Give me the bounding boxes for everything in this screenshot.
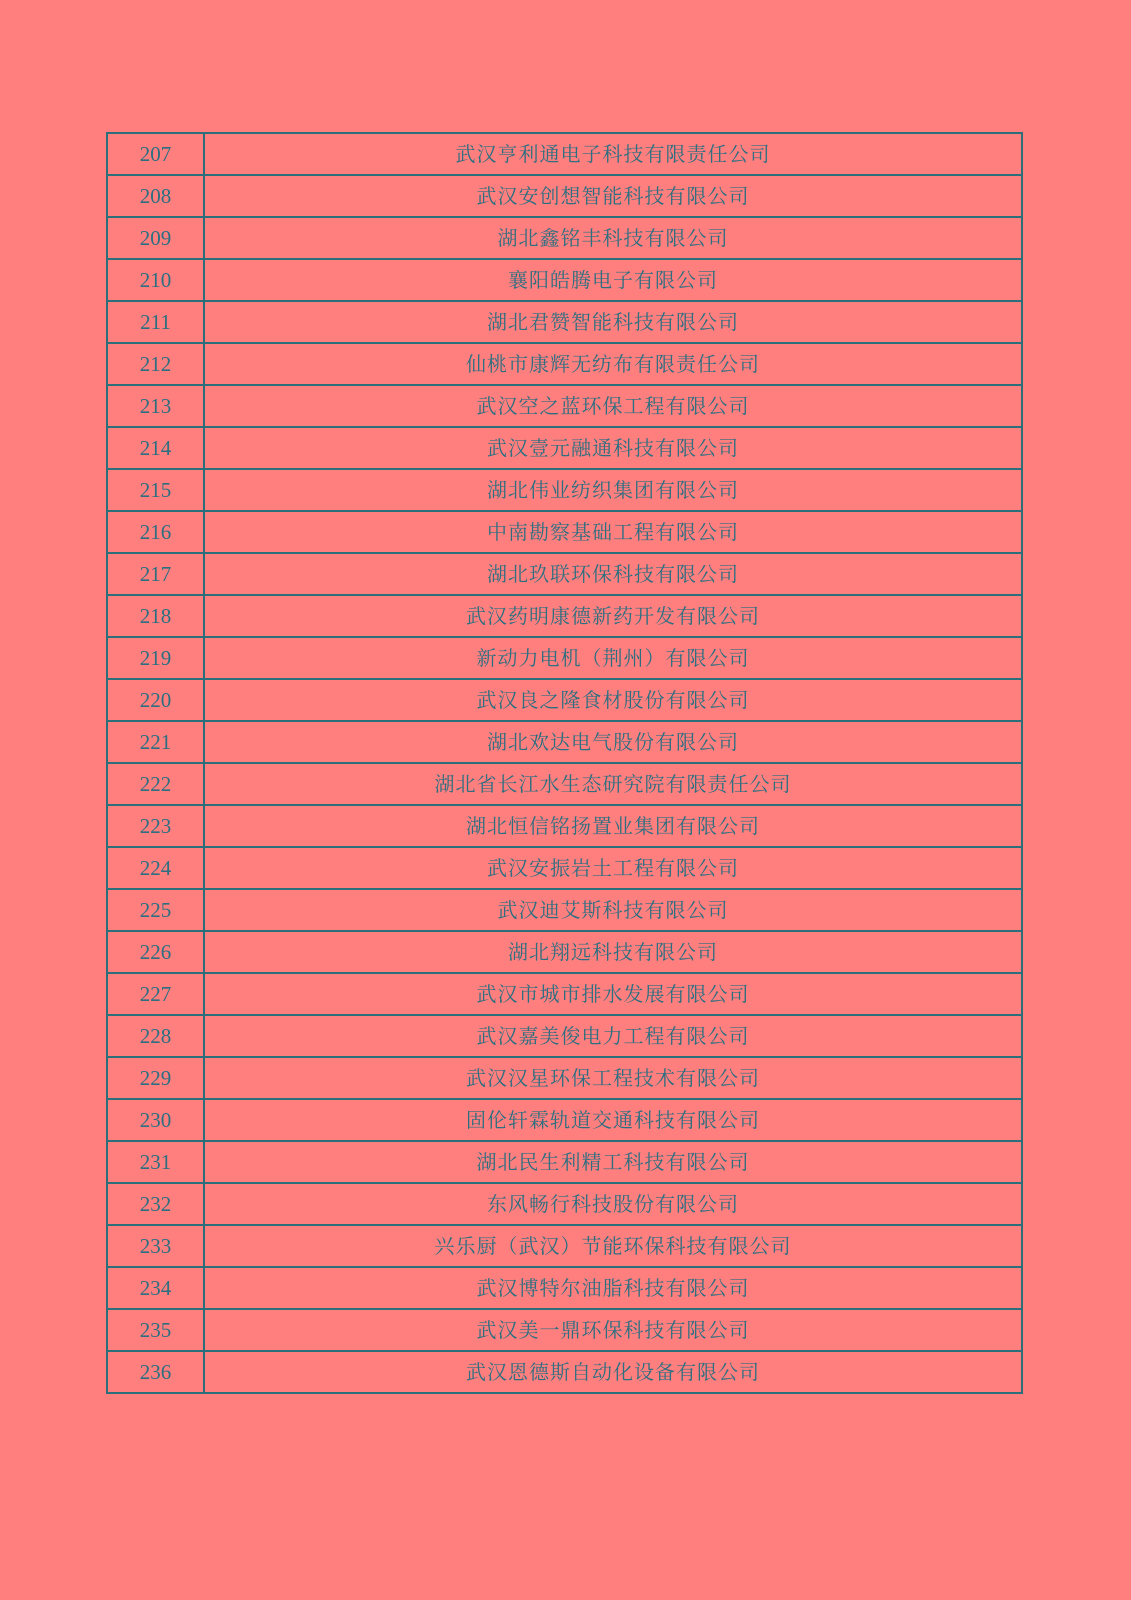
row-number: 225 — [107, 889, 204, 931]
company-name: 新动力电机（荆州）有限公司 — [204, 637, 1022, 679]
table-row — [107, 931, 1022, 973]
company-name: 武汉嘉美俊电力工程有限公司 — [204, 1015, 1022, 1057]
company-name: 湖北民生利精工科技有限公司 — [204, 1141, 1022, 1183]
table-row — [107, 637, 1022, 679]
table-row — [107, 805, 1022, 847]
table-row — [107, 259, 1022, 301]
table-row — [107, 1267, 1022, 1309]
table-row — [107, 889, 1022, 931]
row-number: 220 — [107, 679, 204, 721]
table-row — [107, 343, 1022, 385]
table-row — [107, 763, 1022, 805]
row-number: 213 — [107, 385, 204, 427]
company-name: 武汉美一鼎环保科技有限公司 — [204, 1309, 1022, 1351]
row-number: 236 — [107, 1351, 204, 1393]
table-row — [107, 469, 1022, 511]
company-name: 湖北君赞智能科技有限公司 — [204, 301, 1022, 343]
company-name: 武汉良之隆食材股份有限公司 — [204, 679, 1022, 721]
table-row — [107, 1183, 1022, 1225]
company-list-table — [106, 132, 1023, 1394]
row-number: 208 — [107, 175, 204, 217]
row-number: 210 — [107, 259, 204, 301]
row-number: 226 — [107, 931, 204, 973]
row-number: 234 — [107, 1267, 204, 1309]
row-number: 215 — [107, 469, 204, 511]
company-name: 中南勘察基础工程有限公司 — [204, 511, 1022, 553]
row-number: 227 — [107, 973, 204, 1015]
table-row — [107, 721, 1022, 763]
row-number: 217 — [107, 553, 204, 595]
row-number: 211 — [107, 301, 204, 343]
company-name: 襄阳皓腾电子有限公司 — [204, 259, 1022, 301]
table-row — [107, 1351, 1022, 1393]
company-name: 湖北省长江水生态研究院有限责任公司 — [204, 763, 1022, 805]
company-name: 武汉市城市排水发展有限公司 — [204, 973, 1022, 1015]
company-name: 武汉汉星环保工程技术有限公司 — [204, 1057, 1022, 1099]
row-number: 224 — [107, 847, 204, 889]
company-name: 武汉壹元融通科技有限公司 — [204, 427, 1022, 469]
table-body — [107, 133, 1022, 1393]
table-row — [107, 1015, 1022, 1057]
row-number: 216 — [107, 511, 204, 553]
row-number: 235 — [107, 1309, 204, 1351]
table-row — [107, 595, 1022, 637]
row-number: 207 — [107, 133, 204, 175]
row-number: 232 — [107, 1183, 204, 1225]
row-number: 219 — [107, 637, 204, 679]
company-name: 湖北鑫铭丰科技有限公司 — [204, 217, 1022, 259]
company-name: 湖北伟业纺织集团有限公司 — [204, 469, 1022, 511]
company-name: 湖北翔远科技有限公司 — [204, 931, 1022, 973]
row-number: 218 — [107, 595, 204, 637]
row-number: 212 — [107, 343, 204, 385]
table-row — [107, 511, 1022, 553]
company-name: 兴乐厨（武汉）节能环保科技有限公司 — [204, 1225, 1022, 1267]
table-row — [107, 1309, 1022, 1351]
table-row — [107, 679, 1022, 721]
row-number: 233 — [107, 1225, 204, 1267]
table-row — [107, 1057, 1022, 1099]
company-name: 武汉药明康德新药开发有限公司 — [204, 595, 1022, 637]
company-name: 武汉空之蓝环保工程有限公司 — [204, 385, 1022, 427]
table-row — [107, 427, 1022, 469]
row-number: 214 — [107, 427, 204, 469]
company-name: 武汉安创想智能科技有限公司 — [204, 175, 1022, 217]
table-row — [107, 385, 1022, 427]
row-number: 231 — [107, 1141, 204, 1183]
table-row — [107, 1141, 1022, 1183]
company-name: 武汉亨利通电子科技有限责任公司 — [204, 133, 1022, 175]
table-row — [107, 553, 1022, 595]
company-name: 武汉恩德斯自动化设备有限公司 — [204, 1351, 1022, 1393]
table-row — [107, 175, 1022, 217]
row-number: 230 — [107, 1099, 204, 1141]
company-name: 东风畅行科技股份有限公司 — [204, 1183, 1022, 1225]
company-name: 武汉迪艾斯科技有限公司 — [204, 889, 1022, 931]
table-row — [107, 1099, 1022, 1141]
table-row — [107, 217, 1022, 259]
company-name: 仙桃市康辉无纺布有限责任公司 — [204, 343, 1022, 385]
table-row — [107, 1225, 1022, 1267]
table-row — [107, 301, 1022, 343]
table-row — [107, 133, 1022, 175]
company-name: 武汉安振岩土工程有限公司 — [204, 847, 1022, 889]
company-name: 湖北玖联环保科技有限公司 — [204, 553, 1022, 595]
table-row — [107, 973, 1022, 1015]
company-name: 湖北欢达电气股份有限公司 — [204, 721, 1022, 763]
row-number: 209 — [107, 217, 204, 259]
row-number: 223 — [107, 805, 204, 847]
row-number: 221 — [107, 721, 204, 763]
company-name: 湖北恒信铭扬置业集团有限公司 — [204, 805, 1022, 847]
company-name: 固伦轩霖轨道交通科技有限公司 — [204, 1099, 1022, 1141]
row-number: 229 — [107, 1057, 204, 1099]
row-number: 228 — [107, 1015, 204, 1057]
table-row — [107, 847, 1022, 889]
row-number: 222 — [107, 763, 204, 805]
company-name: 武汉博特尔油脂科技有限公司 — [204, 1267, 1022, 1309]
